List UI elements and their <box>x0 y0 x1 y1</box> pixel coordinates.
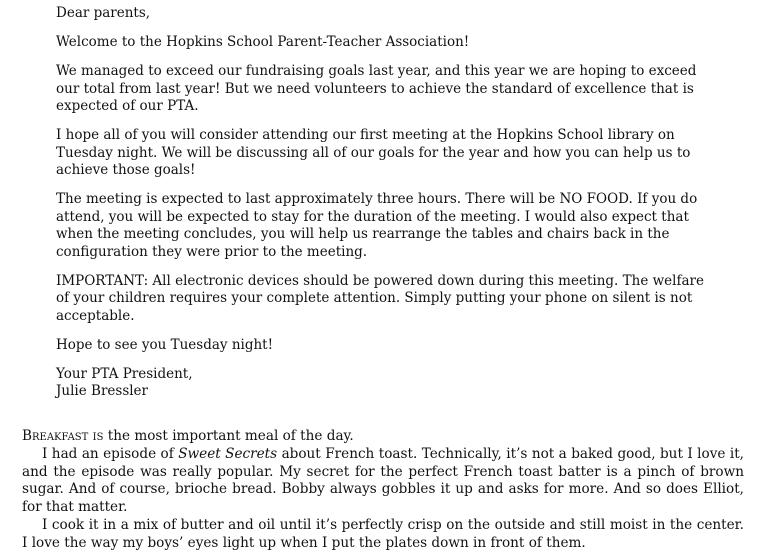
letter-paragraph-welcome: Welcome to the Hopkins School Parent-Teacher Association! <box>56 34 470 50</box>
letter-salutation: Dear parents, <box>56 5 151 21</box>
narrative-paragraph-2-start: I had an episode of <box>42 445 179 462</box>
letter-paragraph-important: IMPORTANT: All electronic devices should be powered down during this meeting. The welfare of your children requires your complete attention. Simply putting your phone on silent is not acceptable. <box>56 272 704 324</box>
letter-paragraph-meeting-details: The meeting is expected to last approximately three hours. There will be NO FOOD. If you do attend, you will be expected to stay for the duration of the meeting. I would also expect that when the meeting concludes, you will help us rearrange the tables and chairs back in the configuration they were prior to the meeting. <box>56 191 698 260</box>
letter-closing <box>56 366 716 401</box>
narrative-paragraph-1 <box>22 428 744 446</box>
narrative-paragraph-1-text: the most important meal of the day. <box>103 428 354 444</box>
letter-paragraph-meeting-invite: I hope all of you will consider attending our first meeting at the Hopkins School library on Tuesday night. We will be discussing all of our goals for the year and how you can help us to achieve those goals! <box>56 127 691 178</box>
letter-paragraph-fundraising: We managed to exceed our fundraising goals last year, and this year we are hoping to exceed our total from last year! But we need volunteers to achieve the standard of excellence that is expected of our PTA. <box>56 63 697 114</box>
narrative-paragraph-3: I cook it in a mix of butter and oil until it’s perfectly crisp on the outside and still moist in the center. I love the way my boys’ eyes light up when I put the plates down in front of them. <box>22 516 744 551</box>
letter-paragraph-see-you: Hope to see you Tuesday night! <box>56 336 274 353</box>
narrative-paragraph-2 <box>22 446 744 517</box>
narrative-text <box>22 428 744 553</box>
pta-letter <box>56 5 716 401</box>
narrative-lead-in: Breakfast is <box>22 428 104 444</box>
narrative-paragraph-2-end: about French toast. Technically, it’s not a baked good, but I love it, and the episode was really popular. My secret for the perfect French toast batter is a pinch of brown sugar. And of course, brioche bread. Bobby always gobbles it up and asks for more. And so does Elliot, for that matter. <box>22 445 744 516</box>
letter-closing-line: Your PTA President, <box>56 365 193 382</box>
letter-signature-name: Julie Bressler <box>56 383 149 399</box>
show-title: Sweet Secrets <box>178 445 278 462</box>
